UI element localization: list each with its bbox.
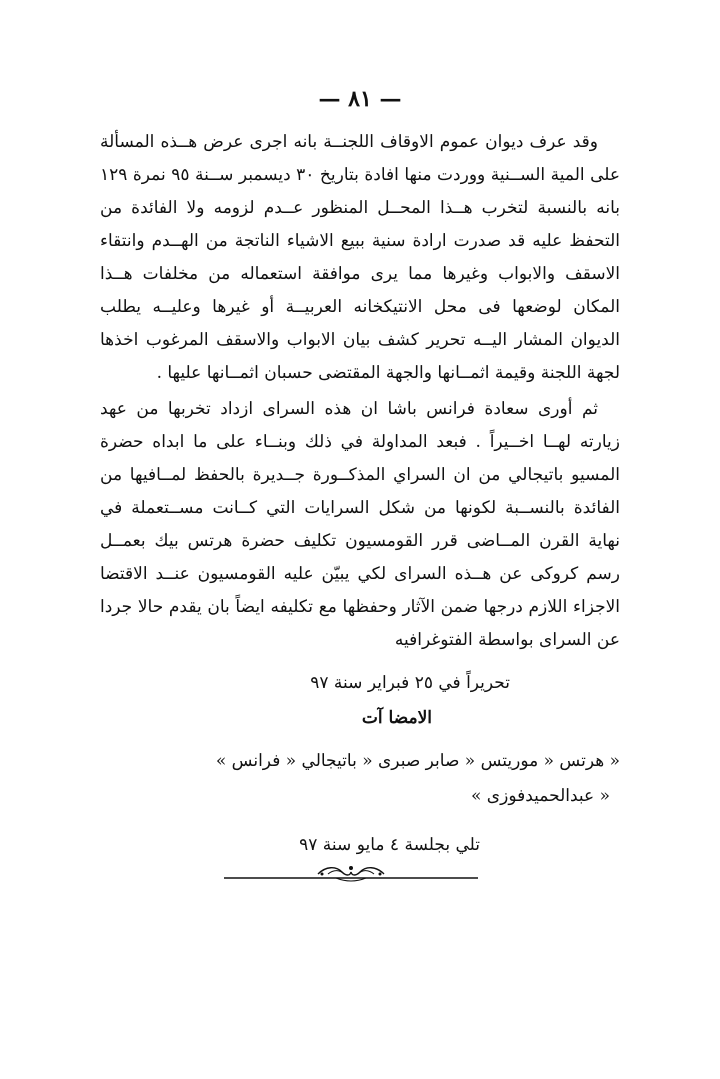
body-text xyxy=(100,126,620,657)
page-number: — ٨١ — xyxy=(318,86,402,112)
document-date: تحريراً في ٢٥ فبراير سنة ٩٧ xyxy=(310,673,510,693)
signature-block xyxy=(100,666,620,862)
signatory-names-row-2: « عبدالحميدفوزى » xyxy=(471,786,610,806)
paragraph-committee-decision: ثم أورى سعادة فرانس باشا ان هذه السراى ازداد تخربها من عهد زيارته لهــا اخــيراً . فبعد المداولة في ذلك وبنــاء على ما ابداه حضرة المسيو باتيجالي من ان السراي المذكــورة جــديرة بالحفظ لمــافيها من الفائدة بالنســبة لكونها من شكل السرايات التي كــانت مســتعملة في نهاية القرن المــاضى قرر القومسيون تكليف حضرة هرتس بيك بعمــل رسم كروكى عن هــذه السراى لكي يبيّن عليه القومسيون عنــد الاقتضا الاجزاء اللازم درجها ضمن الآثار وحفظها مع تكليفه ايضاً بان يقدم حالا جردا عن السراى بواسطة الفتوغرافيه xyxy=(100,399,620,650)
ornament-divider-icon xyxy=(224,862,478,886)
signatures-title: الامضا آت xyxy=(361,708,432,728)
paragraph-waqf-report: وقد عرف ديوان عموم الاوقاف اللجنــة بانه اجرى عرض هــذه المسألة على المية الســنية ووردت منها افادة بتاريخ ٣٠ ديسمبر ســنة ٩٥ نمرة ١٢٩ بانه بالنسبة لتخرب هــذا المحــل المنظور عــدم لزومه ولا الفائدة من التحفظ عليه قد صدرت ارادة سنية ببيع الاشياء الناتجة من الهــدم وانتقاء الاسقف والابواب وغيرها مما يرى موافقة استعماله من مخلفات هــذا المكان لوضعها فى محل الانتيكخانه العربيــة أو غيرها وعليــه يطلب الديوان المشار اليــه تحرير كشف بيان الابواب والاسقف المرغوب اخذها لجهة اللجنة وقيمة اثمــانها والجهة المقتضى حسبان اثمــانها عليها . xyxy=(100,132,621,383)
signatory-names-row-1: « هرتس « موريتس « صابر صبرى « باتيجالي « فرانس » xyxy=(215,751,620,771)
session-read-date: تلي بجلسة ٤ مايو سنة ٩٧ xyxy=(299,835,480,855)
